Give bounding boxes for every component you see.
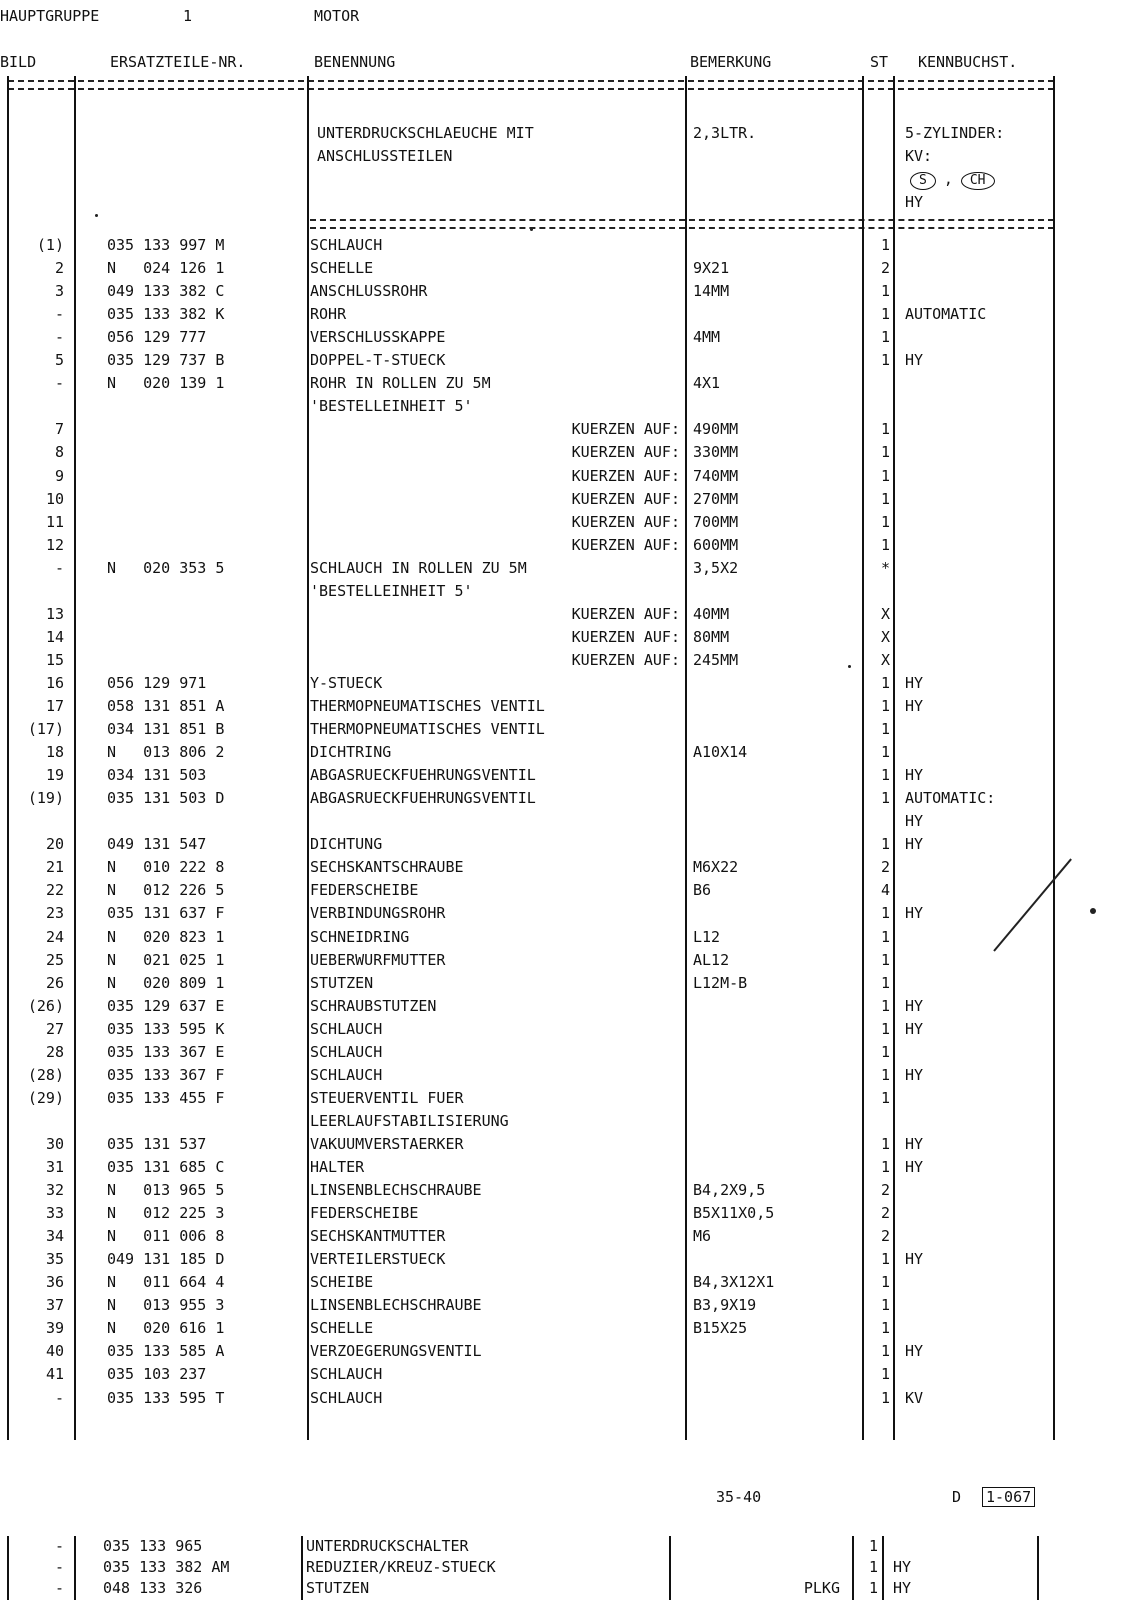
badge-s: S [910,172,936,190]
cell-bild: 10 [45,489,64,508]
col-bild: BILD [0,53,37,71]
cell-st: 1 [880,950,890,969]
cell-bemerkung: 14MM [693,282,730,301]
cell-part-number: N 021 025 1 [107,950,225,969]
cell-bild: 7 [54,420,64,439]
cell-bild: 3 [54,282,64,301]
cell-benennung: VAKUUMVERSTAERKER [310,1134,464,1153]
cell-part-number: 035 133 455 F [107,1088,225,1107]
cell-benennung: FEDERSCHEIBE [310,1204,419,1223]
cell-bild: 16 [45,673,64,692]
cell-part-number: 035 133 367 F [107,1065,225,1084]
cell-st: 1 [880,766,890,785]
cell-st: 1 [880,1273,890,1292]
cell-kennbuchst: HY [905,351,924,370]
rule-right [1053,76,1055,1440]
cell-st: 2 [880,1181,890,1200]
cell-st: 1 [880,466,890,485]
cell-bild: - [54,328,64,347]
cell-benennung: SCHLAUCH IN ROLLEN ZU 5M [310,558,527,577]
cell-benennung: SCHNEIDRING [310,927,410,946]
cell-benennung: SCHLAUCH [310,1365,383,1384]
cell-bild: 5 [54,351,64,370]
cell-st: 1 [880,305,890,324]
cell-bild: 21 [45,858,64,877]
header-separator [8,80,1054,90]
cell-bild: 8 [54,443,64,462]
rule-st [893,76,895,1440]
cell-part-number: N 020 823 1 [107,927,225,946]
cell-part-number: N 013 955 3 [107,1296,225,1315]
cell-bild: 11 [45,512,64,531]
cell-benennung: KUERZEN AUF: [571,627,680,646]
cell-st: 1 [880,535,890,554]
cell-st: 1 [880,1342,890,1361]
cell-bemerkung: M6X22 [693,858,739,877]
cell-bild: 13 [45,604,64,623]
cell-bild: 41 [45,1365,64,1384]
cell-benennung: FEDERSCHEIBE [310,881,419,900]
cell-st: 1 [880,835,890,854]
cell-bild: 23 [45,904,64,923]
section-code-3: HY [905,193,924,211]
cell-bemerkung: L12M-B [693,973,748,992]
cell-part-number: 035 133 997 M [107,236,225,254]
cell-st: 2 [880,259,890,278]
cell-benennung: Y-STUECK [310,673,383,692]
cell-part-number: 035 133 382 AM [103,1558,230,1576]
cell-benennung: SCHLAUCH [310,1042,383,1061]
cell-benennung: ANSCHLUSSROHR [310,282,428,301]
rule-benennung [685,76,687,1440]
section-title-2: ANSCHLUSSTEILEN [317,147,453,165]
cell-part-number: N 012 226 5 [107,881,225,900]
cell-bild: 37 [45,1296,64,1315]
cell-bemerkung: 740MM [693,466,739,485]
cell-benennung: KUERZEN AUF: [571,466,680,485]
cell-st: 1 [880,996,890,1015]
hauptgruppe-number: 1 [183,7,193,25]
cell-benennung: KUERZEN AUF: [571,489,680,508]
cell-st: 1 [880,743,890,762]
cell-bemerkung: 330MM [693,443,739,462]
cell-bild: (17) [27,720,64,739]
cell-bild: 17 [45,697,64,715]
cell-bemerkung: 245MM [693,650,739,669]
cell-st: X [880,604,890,623]
cell-st: 1 [880,697,890,715]
cell-st: 1 [880,351,890,370]
cell-part-number: 034 131 851 B [107,720,225,739]
cell-part-number: 049 131 185 D [107,1250,225,1269]
cell-bild: - [54,1579,64,1597]
cell-part-number: 035 131 685 C [107,1158,225,1176]
cell-benennung: VERZOEGERUNGSVENTIL [310,1342,482,1361]
cell-st: 1 [880,1250,890,1269]
cell-part-number: 035 133 585 A [107,1342,225,1361]
ink-speck [848,665,851,668]
cell-bemerkung: B4,2X9,5 [693,1181,766,1200]
cell-bild: 35 [45,1250,64,1269]
cell-st: 1 [880,1296,890,1315]
cell-benennung: HALTER [310,1158,365,1176]
cell-part-number: N 020 616 1 [107,1319,225,1338]
cell-bild: 14 [45,627,64,646]
hauptgruppe-label: HAUPTGRUPPE [0,7,100,25]
cell-benennung: SCHELLE [310,259,374,278]
cell-bemerkung: B3,9X19 [693,1296,757,1315]
cell-kennbuchst: HY [905,1250,924,1269]
cell-bild: 2 [54,259,64,278]
cell-part-number: 056 129 971 [107,673,207,692]
cell-st: 1 [880,443,890,462]
col-bemerkung: BEMERKUNG [690,53,772,71]
cell-bild: - [54,558,64,577]
cell-kennbuchst: HY [905,1065,924,1084]
cell-part-number: 035 131 637 F [107,904,225,923]
section-separator [310,219,1054,229]
cell-kennbuchst: HY [905,673,924,692]
cell-bild: (29) [27,1088,64,1107]
next-rule-right [1037,1536,1039,1600]
cell-kennbuchst: AUTOMATIC [905,305,987,324]
cell-bild: - [54,1558,64,1576]
cell-benennung: UEBERWURFMUTTER [310,950,446,969]
cell-part-number: N 011 006 8 [107,1227,225,1246]
next-rule-st [882,1536,884,1600]
cell-part-number: 049 133 382 C [107,282,225,301]
cell-st: 1 [880,1042,890,1061]
cell-part-number: 034 131 503 [107,766,207,785]
cell-bild: 19 [45,766,64,785]
cell-st: 2 [880,1227,890,1246]
cell-st: X [880,650,890,669]
cell-kennbuchst: HY [905,904,924,923]
cell-benennung: SCHEIBE [310,1273,374,1292]
cell-kennbuchst: HY [893,1558,912,1576]
cell-part-number: 056 129 777 [107,328,207,347]
cell-part-number: 035 133 367 E [107,1042,225,1061]
cell-st: 1 [880,720,890,739]
col-kennbuchst: KENNBUCHST. [918,53,1018,71]
cell-bild: 28 [45,1042,64,1061]
cell-kennbuchst: HY [905,1019,924,1038]
cell-bemerkung: 80MM [693,627,730,646]
cell-part-number: 035 133 595 K [107,1019,225,1038]
cell-bemerkung: M6 [693,1227,712,1246]
cell-part-number: N 011 664 4 [107,1273,225,1292]
cell-st: 1 [880,1134,890,1153]
cell-benennung: STUTZEN [306,1579,370,1597]
cell-benennung: UNTERDRUCKSCHALTER [306,1537,469,1555]
cell-kennbuchst: HY [905,1134,924,1153]
next-rule-bild [74,1536,76,1600]
cell-benennung: KUERZEN AUF: [571,443,680,462]
cell-benennung: SCHLAUCH [310,1065,383,1084]
cell-bild: 25 [45,950,64,969]
cell-part-number: 035 131 537 [107,1134,207,1153]
pen-stroke [993,858,1072,951]
cell-benennung: STUTZEN [310,973,374,992]
page-range: 35-40 [716,1488,762,1506]
cell-benennung: SCHLAUCH [310,1388,383,1407]
cell-part-number: 035 129 737 B [107,351,225,370]
ink-speck [530,228,533,231]
cell-bild: (26) [27,996,64,1015]
cell-benennung: STEUERVENTIL FUER [310,1088,464,1107]
cell-st: 1 [880,1065,890,1084]
cell-bemerkung: 3,5X2 [693,558,739,577]
cell-bild: 32 [45,1181,64,1200]
cell-st: 1 [880,1158,890,1176]
cell-benennung: ABGASRUECKFUEHRUNGSVENTIL [310,766,536,785]
cell-bemerkung: 490MM [693,420,739,439]
col-ersatzteile-nr: ERSATZTEILE-NR. [110,53,246,71]
cell-benennung: ROHR IN ROLLEN ZU 5M [310,374,491,393]
cell-benennung: KUERZEN AUF: [571,650,680,669]
cell-bemerkung: 600MM [693,535,739,554]
cell-kennbuchst: AUTOMATIC: [905,789,996,808]
cell-st: 1 [880,512,890,531]
cell-benennung: 'BESTELLEINHEIT 5' [310,397,473,416]
cell-bild: 24 [45,927,64,946]
cell-benennung: ROHR [310,305,347,324]
cell-kennbuchst: HY [905,1158,924,1176]
col-benennung: BENENNUNG [314,53,396,71]
rule-bild [74,76,76,1440]
cell-bemerkung: 4X1 [693,374,721,393]
cell-bemerkung: A10X14 [693,743,748,762]
cell-st: 1 [880,489,890,508]
cell-benennung: DICHTRING [310,743,392,762]
cell-st: 1 [880,927,890,946]
cell-bild: 39 [45,1319,64,1338]
cell-benennung: LEERLAUFSTABILISIERUNG [310,1111,509,1130]
cell-st: 1 [880,328,890,347]
cell-bemerkung: B6 [693,881,712,900]
cell-benennung: KUERZEN AUF: [571,420,680,439]
cell-st: 1 [880,973,890,992]
cell-part-number: N 020 353 5 [107,558,225,577]
cell-bemerkung: AL12 [693,950,730,969]
cell-bemerkung: B15X25 [693,1319,748,1338]
cell-part-number: N 013 965 5 [107,1181,225,1200]
section-code-1: 5-ZYLINDER: [905,124,1005,142]
cell-benennung: SCHRAUBSTUTZEN [310,996,437,1015]
cell-benennung: SCHLAUCH [310,1019,383,1038]
cell-st: 1 [880,420,890,439]
cell-kennbuchst: HY [905,766,924,785]
cell-st: * [880,558,890,577]
cell-part-number: 035 131 503 D [107,789,225,808]
cell-st: 1 [868,1579,878,1597]
cell-bild: 31 [45,1158,64,1176]
cell-st: 1 [880,282,890,301]
sheet-code-box: 1-067 [982,1487,1035,1507]
cell-kennbuchst: HY [905,697,924,715]
cell-benennung: DICHTUNG [310,835,383,854]
cell-bemerkung: 40MM [693,604,730,623]
cell-bild: 36 [45,1273,64,1292]
cell-bild: (19) [27,789,64,808]
cell-st: 2 [880,1204,890,1223]
cell-kennbuchst: HY [905,996,924,1015]
next-rule-benennung [669,1536,671,1600]
cell-bild: 34 [45,1227,64,1246]
cell-benennung: KUERZEN AUF: [571,604,680,623]
cell-st: 2 [880,858,890,877]
cell-benennung: THERMOPNEUMATISCHES VENTIL [310,720,545,739]
cell-part-number: 035 133 382 K [107,305,225,324]
cell-bild: 26 [45,973,64,992]
cell-bemerkung: B5X11X0,5 [693,1204,775,1223]
section-title-1: UNTERDRUCKSCHLAEUCHE MIT [317,124,534,142]
group-name: MOTOR [314,7,360,25]
cell-kennbuchst: HY [905,1342,924,1361]
cell-bild: 15 [45,650,64,669]
cell-bemerkung: PLKG [803,1579,840,1597]
cell-bild: 33 [45,1204,64,1223]
cell-benennung: THERMOPNEUMATISCHES VENTIL [310,697,545,715]
cell-bemerkung: 270MM [693,489,739,508]
cell-benennung: SCHLAUCH [310,236,383,254]
cell-part-number: 035 133 965 [103,1537,203,1555]
cell-part-number: 035 103 237 [107,1365,207,1384]
cell-bemerkung: 9X21 [693,259,730,278]
cell-bild: - [54,305,64,324]
cell-kennbuchst: HY [893,1579,912,1597]
cell-bild: (1) [36,236,64,254]
cell-st: 1 [880,673,890,692]
cell-benennung: ABGASRUECKFUEHRUNGSVENTIL [310,789,536,808]
cell-benennung: REDUZIER/KREUZ-STUECK [306,1558,496,1576]
cell-bemerkung: 700MM [693,512,739,531]
col-st: ST [870,53,889,71]
cell-part-number: N 020 809 1 [107,973,225,992]
cell-bild: - [54,1537,64,1555]
cell-kennbuchst: KV [905,1388,924,1407]
cell-st: 1 [880,1088,890,1107]
cell-benennung: SCHELLE [310,1319,374,1338]
cell-bemerkung: B4,3X12X1 [693,1273,775,1292]
cell-bemerkung: 4MM [693,328,721,347]
cell-bild: 9 [54,466,64,485]
cell-st: 4 [880,881,890,900]
cell-st: X [880,627,890,646]
cell-bild: 27 [45,1019,64,1038]
cell-part-number: N 013 806 2 [107,743,225,762]
cell-benennung: SECHSKANTMUTTER [310,1227,446,1246]
badge-separator: , [943,170,953,188]
cell-bild: 22 [45,881,64,900]
cell-part-number: N 020 139 1 [107,374,225,393]
cell-benennung: DOPPEL-T-STUECK [310,351,446,370]
cell-part-number: 035 133 595 T [107,1388,225,1407]
sheet-letter: D [952,1488,962,1506]
cell-benennung: VERSCHLUSSKAPPE [310,328,446,347]
cell-bemerkung: L12 [693,927,721,946]
country-badges [910,168,995,190]
cell-bild: - [54,374,64,393]
cell-part-number: 035 129 637 E [107,996,225,1015]
cell-st: 1 [880,1019,890,1038]
cell-st: 1 [880,1319,890,1338]
cell-part-number: N 012 225 3 [107,1204,225,1223]
sheet-code [982,1486,1035,1508]
cell-bild: 18 [45,743,64,762]
ink-speck [1090,908,1096,914]
cell-bild: (28) [27,1065,64,1084]
cell-st: 1 [880,904,890,923]
section-code-2: KV: [905,147,933,165]
cell-part-number: 049 131 547 [107,835,207,854]
section-remark: 2,3LTR. [693,124,757,142]
cell-st: 1 [880,789,890,808]
cell-st: 1 [880,236,890,254]
cell-st: 1 [880,1365,890,1384]
cell-benennung: 'BESTELLEINHEIT 5' [310,581,473,600]
cell-st: 1 [868,1558,878,1576]
cell-kennbuchst: HY [905,835,924,854]
cell-benennung: KUERZEN AUF: [571,512,680,531]
cell-part-number: N 024 126 1 [107,259,225,278]
next-rule-nr [301,1536,303,1600]
cell-bild: 40 [45,1342,64,1361]
cell-benennung: LINSENBLECHSCHRAUBE [310,1181,482,1200]
cell-benennung: SECHSKANTSCHRAUBE [310,858,464,877]
cell-st: 1 [868,1537,878,1555]
cell-bild: 12 [45,535,64,554]
cell-bild: 20 [45,835,64,854]
cell-part-number: 058 131 851 A [107,697,225,715]
ink-speck [95,214,98,217]
cell-part-number: N 010 222 8 [107,858,225,877]
rule-nr [307,76,309,1440]
cell-benennung: VERTEILERSTUECK [310,1250,446,1269]
cell-benennung: KUERZEN AUF: [571,535,680,554]
cell-bild: 30 [45,1134,64,1153]
cell-benennung: LINSENBLECHSCHRAUBE [310,1296,482,1315]
cell-part-number: 048 133 326 [103,1579,203,1597]
cell-benennung: VERBINDUNGSROHR [310,904,446,923]
cell-bild: - [54,1388,64,1407]
cell-st: 1 [880,1388,890,1407]
cell-kennbuchst: HY [905,812,924,831]
badge-ch: CH [961,172,995,190]
